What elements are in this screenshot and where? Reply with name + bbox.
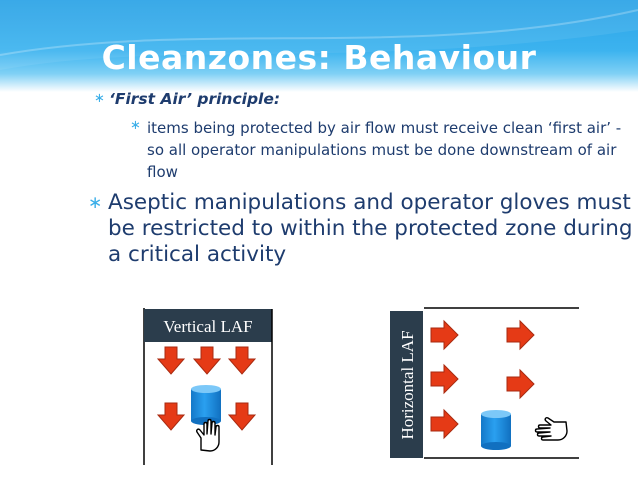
vertical-laf-label: Vertical LAF [163,317,253,336]
bullet-star-icon: ∗ [94,91,105,106]
red-arrow-icon [229,347,255,374]
horizontal-laf-label: Horizontal LAF [398,330,417,440]
red-arrow-icon [507,370,534,398]
red-arrow-icon [507,321,534,349]
red-arrow-icon [229,403,255,430]
red-arrow-icon [431,321,458,349]
slide-title: Cleanzones: Behaviour [101,38,537,77]
bullet-first-air: ‘First Air’ principle: [109,90,281,108]
bullet-star-icon: ∗ [88,193,103,213]
red-arrow-icon [194,347,220,374]
bullet-aseptic-manipulations: Aseptic manipulations and operator gloves must be restricted to within the protected zone during a critical activity [108,190,633,267]
bullet-star-icon: ∗ [130,118,141,133]
red-arrow-icon [431,410,458,438]
red-arrow-icon [431,365,458,393]
blue-cylinder-icon [481,410,511,450]
bullet-air-flow-detail: items being protected by air flow must receive clean ‘first air’ - so all operator manipulations must be done downstream of air flow [147,119,622,181]
vertical-laf-diagram [144,308,272,465]
red-arrow-icon [158,347,184,374]
blue-cylinder-icon [191,385,221,425]
hand-icon [536,418,568,440]
horizontal-laf-diagram [390,308,579,458]
red-arrow-icon [158,403,184,430]
